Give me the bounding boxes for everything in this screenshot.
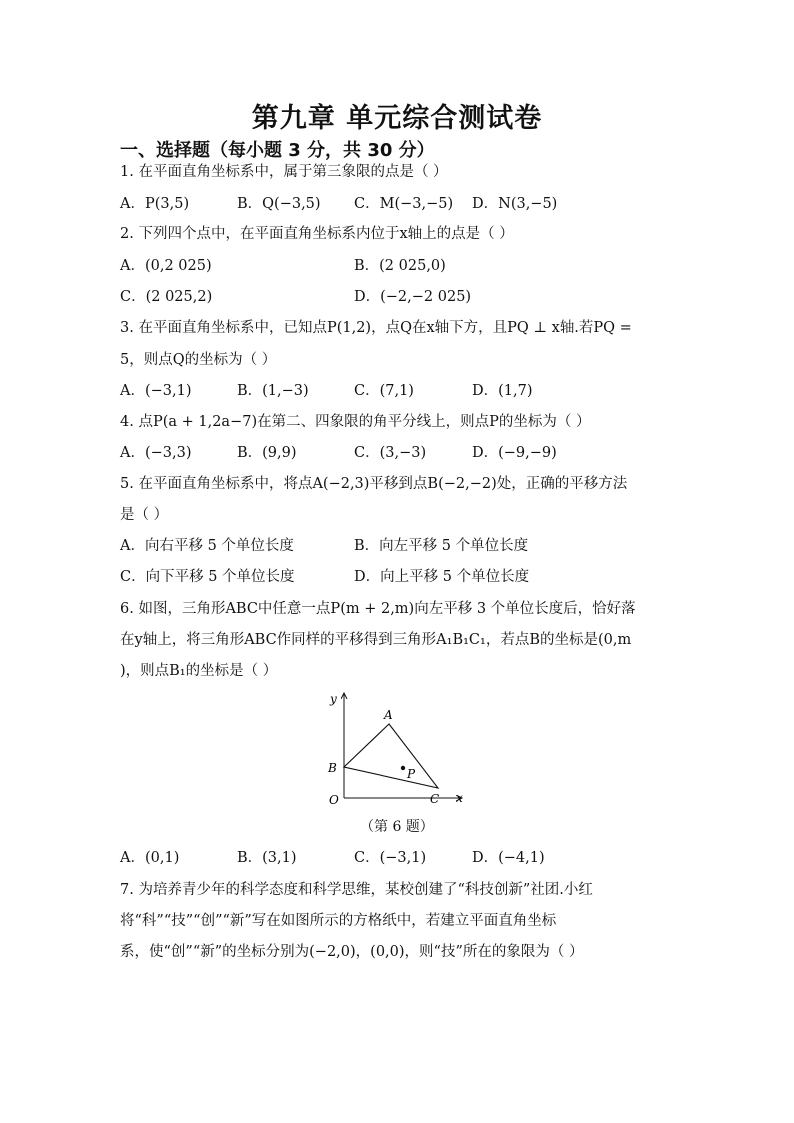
point-p-dot bbox=[401, 766, 405, 770]
q2-stem: 2. 下列四个点中，在平面直角坐标系内位于x轴上的点是（ ） bbox=[120, 226, 514, 242]
q5-option-c: C．向下平移 5 个单位长度 bbox=[120, 569, 295, 585]
q6-figure bbox=[320, 688, 480, 813]
x-axis-label: x bbox=[456, 791, 463, 805]
q6-option-c: C．(−3,1) bbox=[354, 850, 427, 866]
q3-stem-line1: 3. 在平面直角坐标系中，已知点P(1,2)，点Q在x轴下方，且PQ ⊥ x轴.若PQ = bbox=[120, 320, 632, 336]
q5-stem-line2: 是（ ） bbox=[120, 507, 169, 523]
q2-option-a: A．(0,2 025) bbox=[120, 258, 212, 274]
q3-option-b: B．(1,−3) bbox=[237, 383, 309, 399]
q1-stem: 1. 在平面直角坐标系中，属于第三象限的点是（ ） bbox=[120, 164, 448, 180]
q5-option-d: D．向上平移 5 个单位长度 bbox=[354, 569, 530, 585]
origin-label: O bbox=[329, 793, 339, 807]
q6-option-d: D．(−4,1) bbox=[472, 850, 545, 866]
y-axis-label: y bbox=[330, 692, 337, 706]
q4-option-d: D．(−9,−9) bbox=[472, 445, 557, 461]
q2-option-b: B．(2 025,0) bbox=[354, 258, 446, 274]
triangle-abc bbox=[344, 724, 438, 788]
q1-option-d: D．N(3,−5) bbox=[472, 196, 558, 212]
q7-stem-line3: 系，使“创”“新”的坐标分别为(−2,0)，(0,0)，则“技”所在的象限为（ ） bbox=[120, 944, 584, 960]
vertex-a-label: A bbox=[384, 708, 393, 722]
section-heading: 一、选择题（每小题 3 分，共 30 分） bbox=[120, 140, 435, 161]
q4-option-a: A．(−3,3) bbox=[120, 445, 192, 461]
q6-option-a: A．(0,1) bbox=[120, 850, 180, 866]
q2-option-d: D．(−2,−2 025) bbox=[354, 289, 472, 305]
q3-option-d: D．(1,7) bbox=[472, 383, 533, 399]
q4-option-b: B．(9,9) bbox=[237, 445, 297, 461]
q3-option-a: A．(−3,1) bbox=[120, 383, 192, 399]
vertex-b-label: B bbox=[328, 761, 337, 775]
q6-figure-caption: （第 6 题） bbox=[360, 819, 434, 835]
q1-option-c: C．M(−3,−5) bbox=[354, 196, 454, 212]
q3-stem-line2: 5，则点Q的坐标为（ ） bbox=[120, 352, 277, 368]
q7-stem-line2: 将“科”“技”“创”“新”写在如图所示的方格纸中，若建立平面直角坐标 bbox=[120, 913, 557, 929]
q5-option-a: A．向右平移 5 个单位长度 bbox=[120, 538, 294, 554]
q6-stem-line3: )，则点B₁的坐标是（ ） bbox=[120, 663, 278, 679]
point-p-label: P bbox=[407, 767, 416, 781]
q5-option-b: B．向左平移 5 个单位长度 bbox=[354, 538, 529, 554]
q7-stem-line1: 7. 为培养青少年的科学态度和科学思维，某校创建了“科技创新”社团.小红 bbox=[120, 882, 593, 898]
q5-stem-line1: 5. 在平面直角坐标系中，将点A(−2,3)平移到点B(−2,−2)处，正确的平移方法 bbox=[120, 476, 628, 492]
q1-option-b: B．Q(−3,5) bbox=[237, 196, 321, 212]
q2-option-c: C．(2 025,2) bbox=[120, 289, 213, 305]
q3-option-c: C．(7,1) bbox=[354, 383, 414, 399]
q6-stem-line1: 6. 如图，三角形ABC中任意一点P(m + 2,m)向左平移 3 个单位长度后，恰好落 bbox=[120, 601, 636, 617]
q6-stem-line2: 在y轴上，将三角形ABC作同样的平移得到三角形A₁B₁C₁，若点B的坐标是(0,m bbox=[120, 632, 632, 648]
q6-option-b: B．(3,1) bbox=[237, 850, 297, 866]
q4-option-c: C．(3,−3) bbox=[354, 445, 427, 461]
q1-option-a: A．P(3,5) bbox=[120, 196, 190, 212]
q4-stem: 4. 点P(a + 1,2a−7)在第二、四象限的角平分线上，则点P的坐标为（ ） bbox=[120, 414, 591, 430]
vertex-c-label: C bbox=[430, 792, 440, 806]
page-title: 第九章 单元综合测试卷 bbox=[251, 103, 543, 134]
